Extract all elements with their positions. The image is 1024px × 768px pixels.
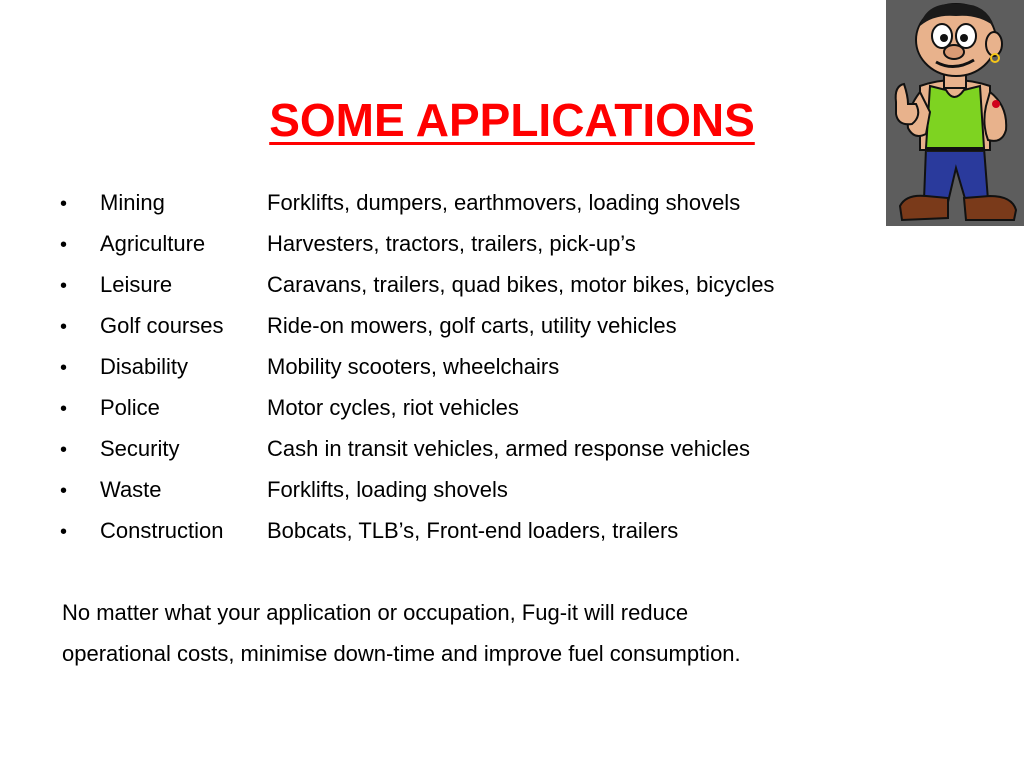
list-item [60,387,880,428]
sector-label: Police [100,395,160,420]
sector-label: Construction [100,518,224,543]
cartoon-man-thumbs-up-icon [886,0,1024,226]
sector-label: Disability [100,354,189,379]
closing-line-2: operational costs, minimise down-time and improve fuel consumption. [62,641,741,666]
uses-text: Harvesters, tractors, trailers, pick-up’s [267,231,636,256]
list-item [60,346,880,387]
slide-title: SOME APPLICATIONS [269,93,755,146]
bullet-icon: • [60,193,68,215]
uses-text: Forklifts, dumpers, earthmovers, loading shovels [267,190,741,215]
sector-label: Agriculture [100,231,206,256]
list-item [60,510,880,551]
bullet-icon: • [60,439,68,461]
uses-text: Cash in transit vehicles, armed response vehicles [267,436,751,461]
uses-text: Motor cycles, riot vehicles [267,395,519,420]
mascot-image [886,0,1024,226]
uses-text: Caravans, trailers, quad bikes, motor bikes, bicycles [267,272,775,297]
uses-text: Bobcats, TLB’s, Front-end loaders, trailers [267,518,679,543]
closing-line-1: No matter what your application or occupation, Fug-it will reduce [62,600,689,625]
uses-text: Mobility scooters, wheelchairs [267,354,560,379]
sector-label: Golf courses [100,313,224,338]
list-item [60,182,880,223]
bullet-icon: • [60,398,68,420]
applications-list [60,182,880,551]
sector-label: Security [100,436,180,461]
bullet-icon: • [60,521,68,543]
uses-text: Forklifts, loading shovels [267,477,508,502]
bullet-icon: • [60,275,68,297]
bullet-icon: • [60,480,68,502]
list-item [60,428,880,469]
sector-label: Mining [100,190,165,215]
sector-label: Waste [100,477,162,502]
list-item [60,264,880,305]
uses-text: Ride-on mowers, golf carts, utility vehicles [267,313,677,338]
closing-paragraph [62,592,892,674]
list-item [60,469,880,510]
sector-label: Leisure [100,272,173,297]
bullet-icon: • [60,357,68,379]
bullet-icon: • [60,316,68,338]
list-item [60,223,880,264]
bullet-icon: • [60,234,68,256]
list-item [60,305,880,346]
